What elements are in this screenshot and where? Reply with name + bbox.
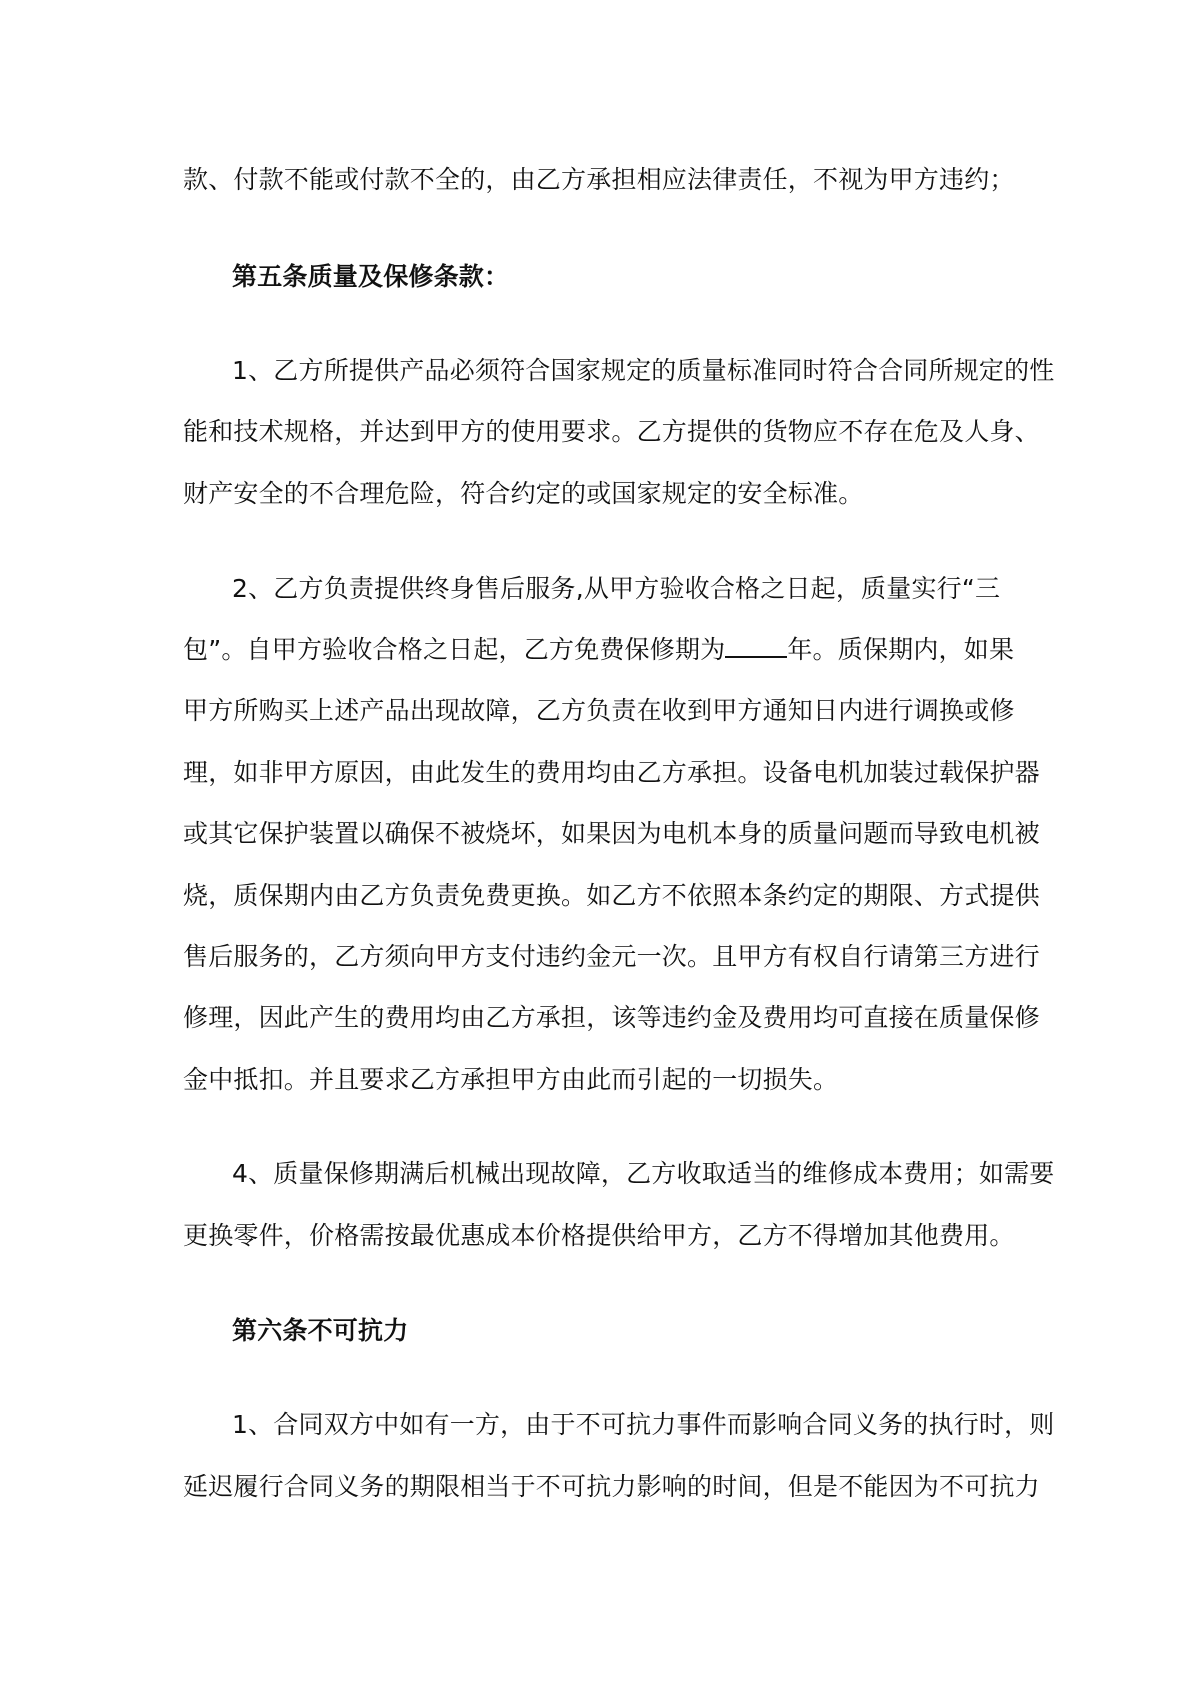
paragraph-line: 1、合同双方中如有一方，由于不可抗力事件而影响合同义务的执行时，则 xyxy=(232,1410,1055,1439)
paragraph-line: 1、乙方所提供产品必须符合国家规定的质量标准同时符合合同所规定的性 xyxy=(232,356,1055,385)
paragraph-line: 4、质量保修期满后机械出现故障，乙方收取适当的维修成本费用；如需要 xyxy=(232,1159,1055,1188)
paragraph-line: 或其它保护装置以确保不被烧坏，如果因为电机本身的质量问题而导致电机被 xyxy=(183,819,1040,848)
paragraph-line: 款、付款不能或付款不全的，由乙方承担相应法律责任，不视为甲方违约； xyxy=(183,165,1015,194)
fill-in-blank xyxy=(725,634,787,658)
paragraph-line: 2、乙方负责提供终身售后服务,从甲方验收合格之日起，质量实行“三 xyxy=(232,574,1001,603)
text-after-blank: 年。质保期内，如果 xyxy=(787,635,1015,664)
paragraph-line: 金中抵扣。并且要求乙方承担甲方由此而引起的一切损失。 xyxy=(183,1065,839,1094)
paragraph-line: 甲方所购买上述产品出现故障，乙方负责在收到甲方通知日内进行调换或修 xyxy=(183,696,1015,725)
paragraph-line: 修理，因此产生的费用均由乙方承担，该等违约金及费用均可直接在质量保修 xyxy=(183,1003,1040,1032)
paragraph-line-with-blank xyxy=(183,634,1014,666)
paragraph-line: 财产安全的不合理危险，符合约定的或国家规定的安全标准。 xyxy=(183,479,864,508)
paragraph-line: 理，如非甲方原因，由此发生的费用均由乙方承担。设备电机加装过载保护器 xyxy=(183,758,1040,787)
section-heading-5: 第五条质量及保修条款： xyxy=(232,262,510,291)
paragraph-line: 延迟履行合同义务的期限相当于不可抗力影响的时间，但是不能因为不可抗力 xyxy=(183,1472,1040,1501)
text-before-blank: 包”。自甲方验收合格之日起，乙方免费保修期为 xyxy=(183,635,726,664)
section-heading-6: 第六条不可抗力 xyxy=(232,1316,409,1345)
paragraph-line: 烧，质保期内由乙方负责免费更换。如乙方不依照本条约定的期限、方式提供 xyxy=(183,881,1040,910)
paragraph-line: 能和技术规格，并达到甲方的使用要求。乙方提供的货物应不存在危及人身、 xyxy=(183,417,1040,446)
paragraph-line: 售后服务的，乙方须向甲方支付违约金元一次。且甲方有权自行请第三方进行 xyxy=(183,942,1040,971)
paragraph-line: 更换零件，价格需按最优惠成本价格提供给甲方，乙方不得增加其他费用。 xyxy=(183,1221,1015,1250)
